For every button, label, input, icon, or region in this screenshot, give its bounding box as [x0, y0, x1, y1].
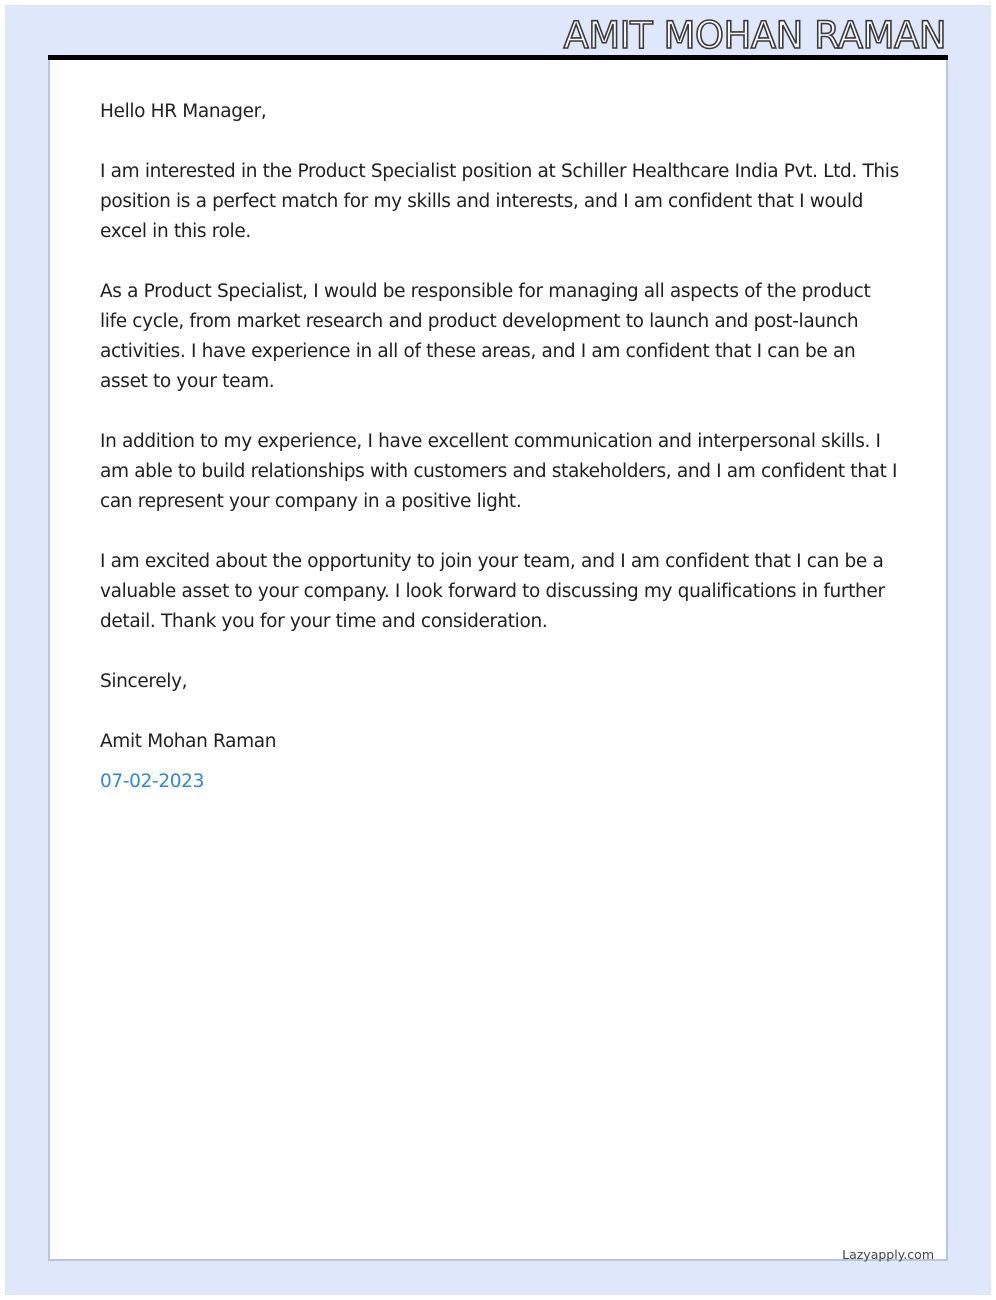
applicant-name-heading: AMIT MOHAN RAMAN — [563, 14, 946, 57]
paragraph-3: In addition to my experience, I have excellent communication and interpersonal skills. I am able to build relationships with customers and stakeholders, and I am confident that I can represent your company in a positive light. — [100, 431, 898, 512]
letter-date: 07-02-2023 — [100, 771, 205, 792]
signature-name: Amit Mohan Raman — [100, 731, 277, 752]
paragraph-2: As a Product Specialist, I would be responsible for managing all aspects of the product life cycle, from market research and product development to launch and post-launch activities. I have experience in all of these areas, and I am confident that I can be an asset to your team. — [100, 281, 871, 392]
watermark: Lazyapply.com — [842, 1247, 934, 1262]
cover-letter-body — [100, 97, 900, 797]
paragraph-1: I am interested in the Product Specialist position at Schiller Healthcare India Pvt. Ltd. This position is a perfect match for my skills and interests, and I am confident that I would excel in this role. — [100, 161, 899, 242]
paragraph-4: I am excited about the opportunity to join your team, and I am confident that I can be a valuable asset to your company. I look forward to discussing my qualifications in further detail. Thank you for your time and consideration. — [100, 551, 885, 632]
closing: Sincerely, — [100, 671, 188, 692]
greeting: Hello HR Manager, — [100, 101, 267, 122]
